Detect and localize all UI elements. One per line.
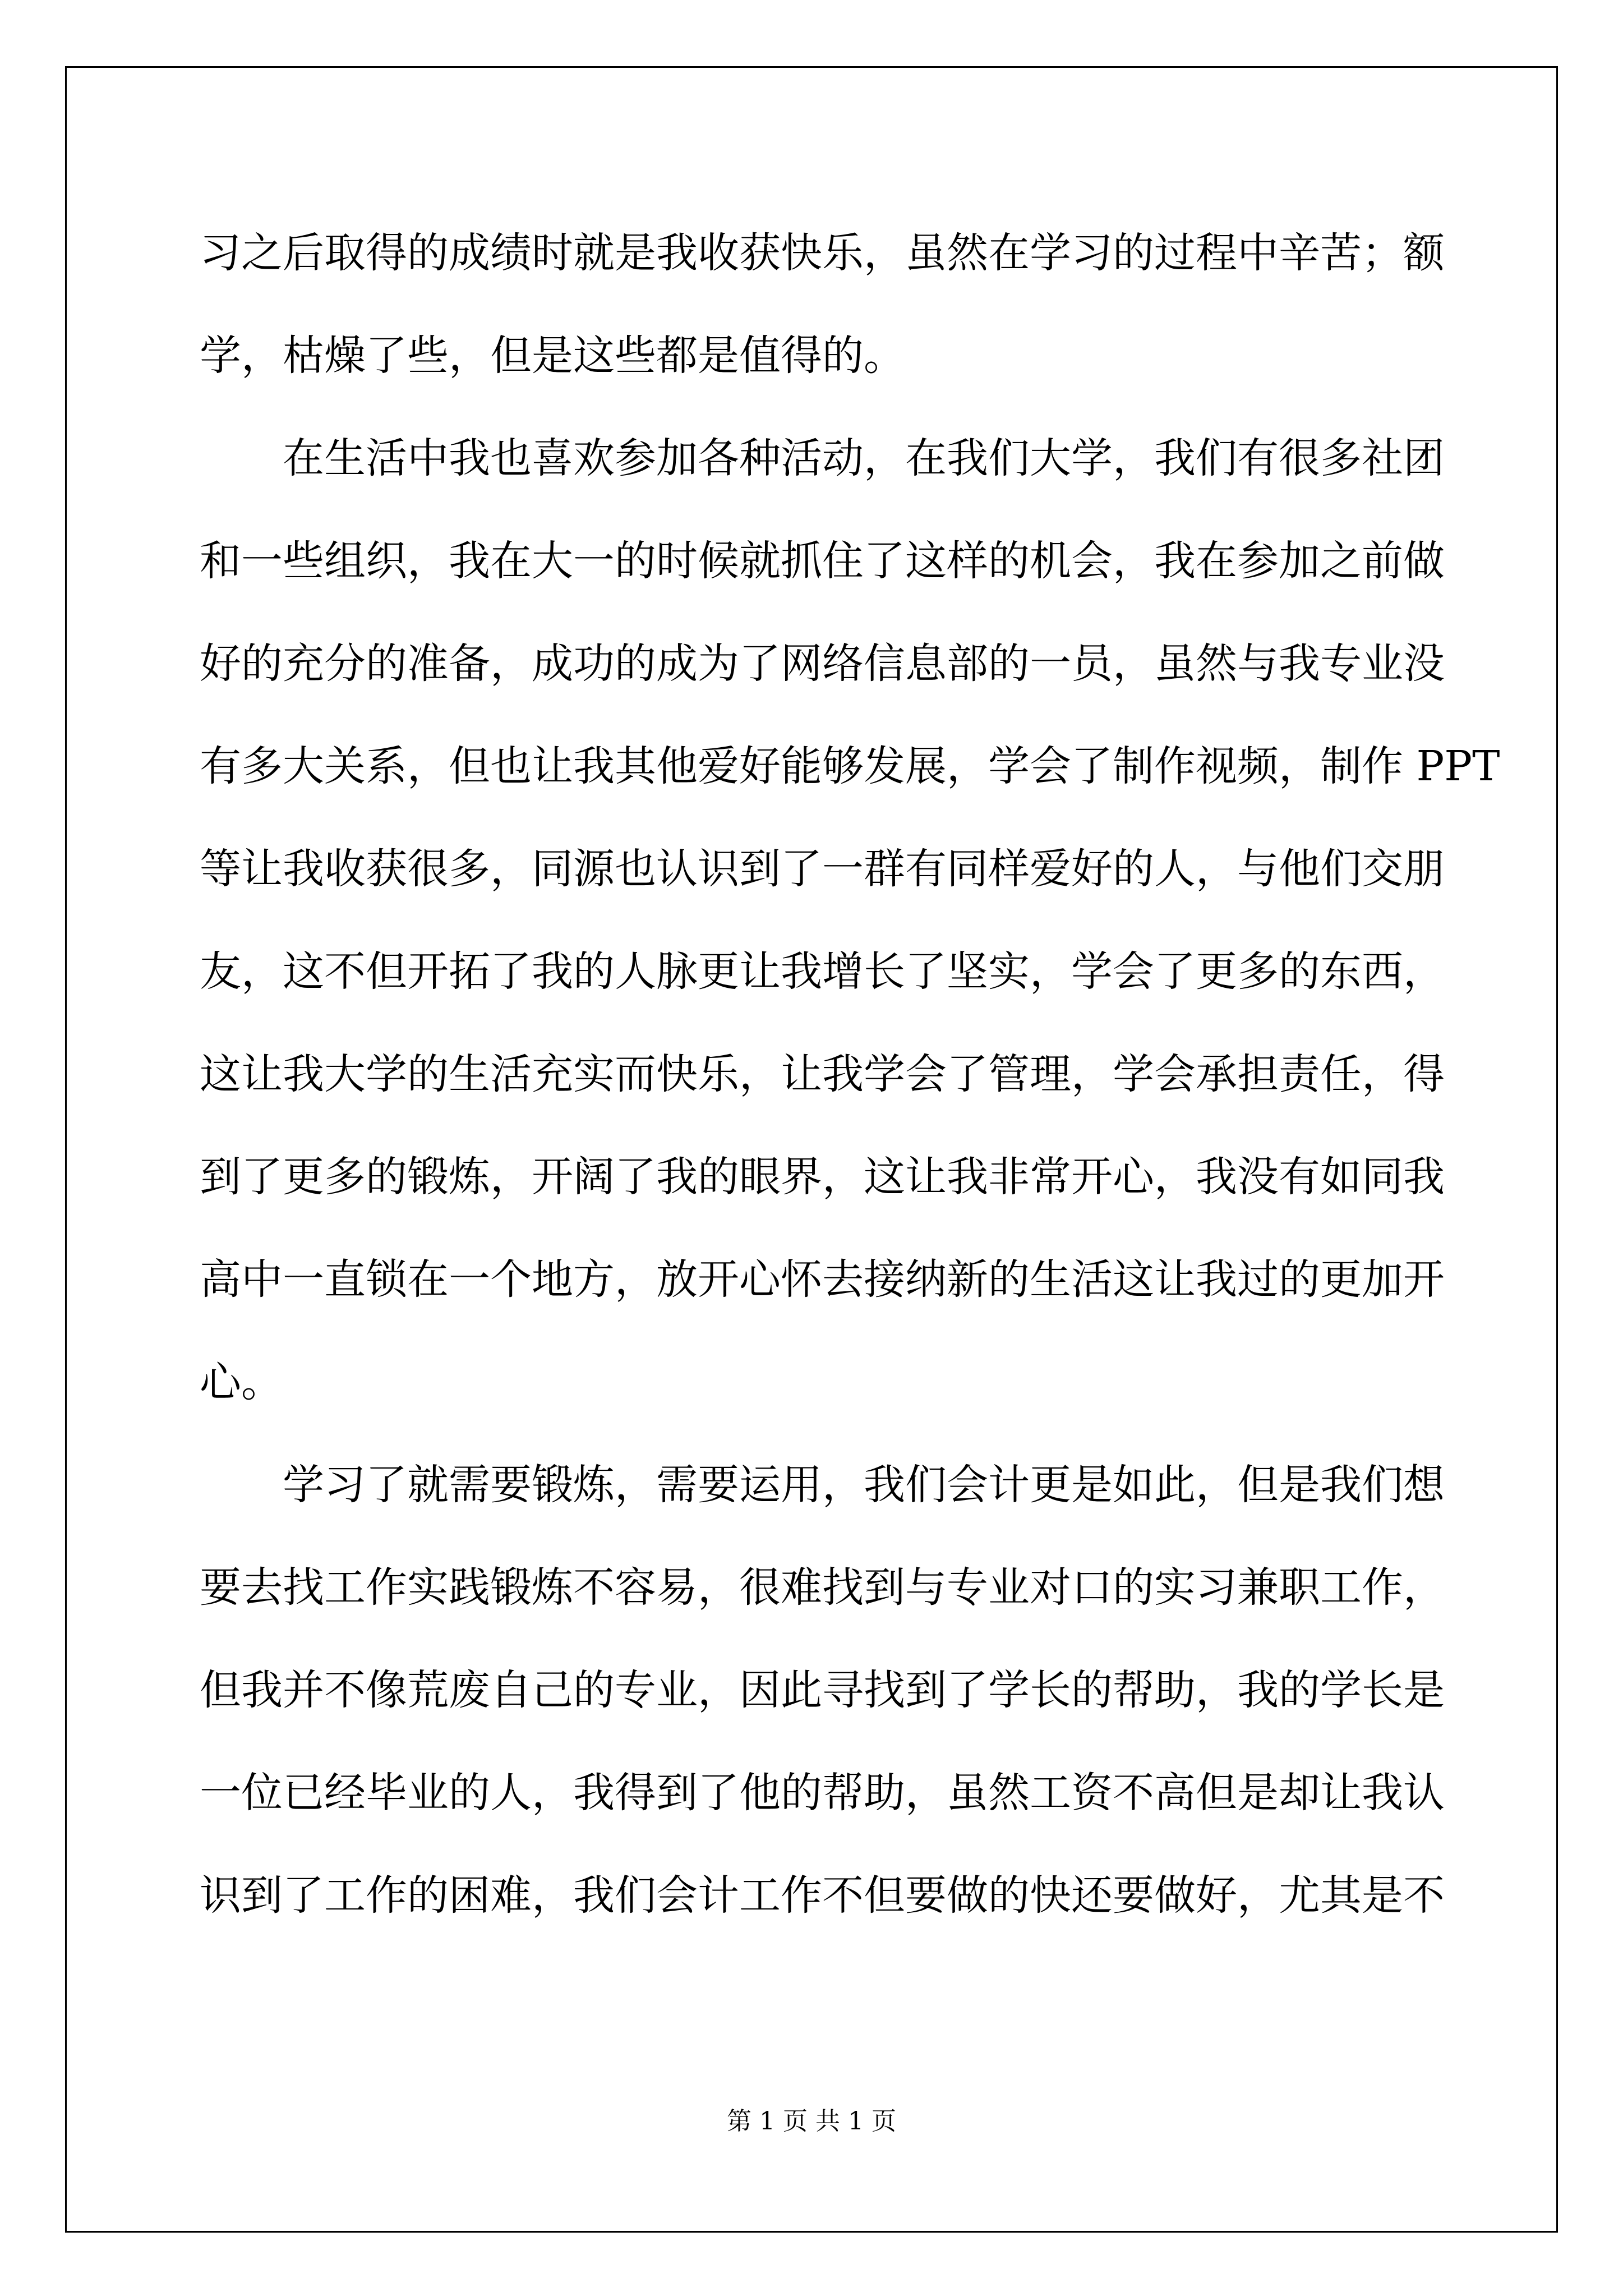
paragraph-line: 和一些组织，我在大一的时候就抓住了这样的机会，我在参加之前做 [200,537,1445,585]
page-footer: 第 1 页 共 1 页 [727,2107,896,2136]
paragraph-line: 这让我大学的生活充实而快乐，让我学会了管理，学会承担责任，得 [200,1050,1445,1098]
paragraph-line: 识到了工作的困难，我们会计工作不但要做的快还要做好，尤其是不 [200,1871,1445,1920]
paragraph-line: 但我并不像荒废自己的专业，因此寻找到了学长的帮助，我的学长是 [200,1666,1445,1714]
paragraph-line: 心。 [200,1358,283,1406]
paragraph-line: 有多大关系，但也让我其他爱好能够发展，学会了制作视频，制作 PPT [200,742,1500,790]
paragraph-line: 友，这不但开拓了我的人脉更让我增长了坚实，学会了更多的东西， [200,947,1445,996]
paragraph-line: 在生活中我也喜欢参加各种活动，在我们大学，我们有很多社团 [283,434,1445,482]
paragraph-line: 习之后取得的成绩时就是我收获快乐，虽然在学习的过程中辛苦；额 [200,229,1445,277]
paragraph-line: 等让我收获很多，同源也认识到了一群有同样爱好的人，与他们交朋 [200,845,1445,893]
paragraph-line: 要去找工作实践锻炼不容易，很难找到与专业对口的实习兼职工作， [200,1563,1445,1612]
paragraph-line: 学习了就需要锻炼，需要运用，我们会计更是如此，但是我们想 [283,1461,1445,1509]
document-body [200,202,1500,1947]
paragraph-line: 好的充分的准备，成功的成为了网络信息部的一员，虽然与我专业没 [200,639,1445,688]
paragraph-line: 一位已经毕业的人，我得到了他的帮助，虽然工资不高但是却让我认 [200,1769,1445,1817]
paragraph-line: 学，枯燥了些，但是这些都是值得的。 [200,332,905,380]
paragraph-line: 到了更多的锻炼，开阔了我的眼界，这让我非常开心，我没有如同我 [200,1153,1445,1201]
paragraph-line: 高中一直锁在一个地方，放开心怀去接纳新的生活这让我过的更加开 [200,1255,1445,1304]
